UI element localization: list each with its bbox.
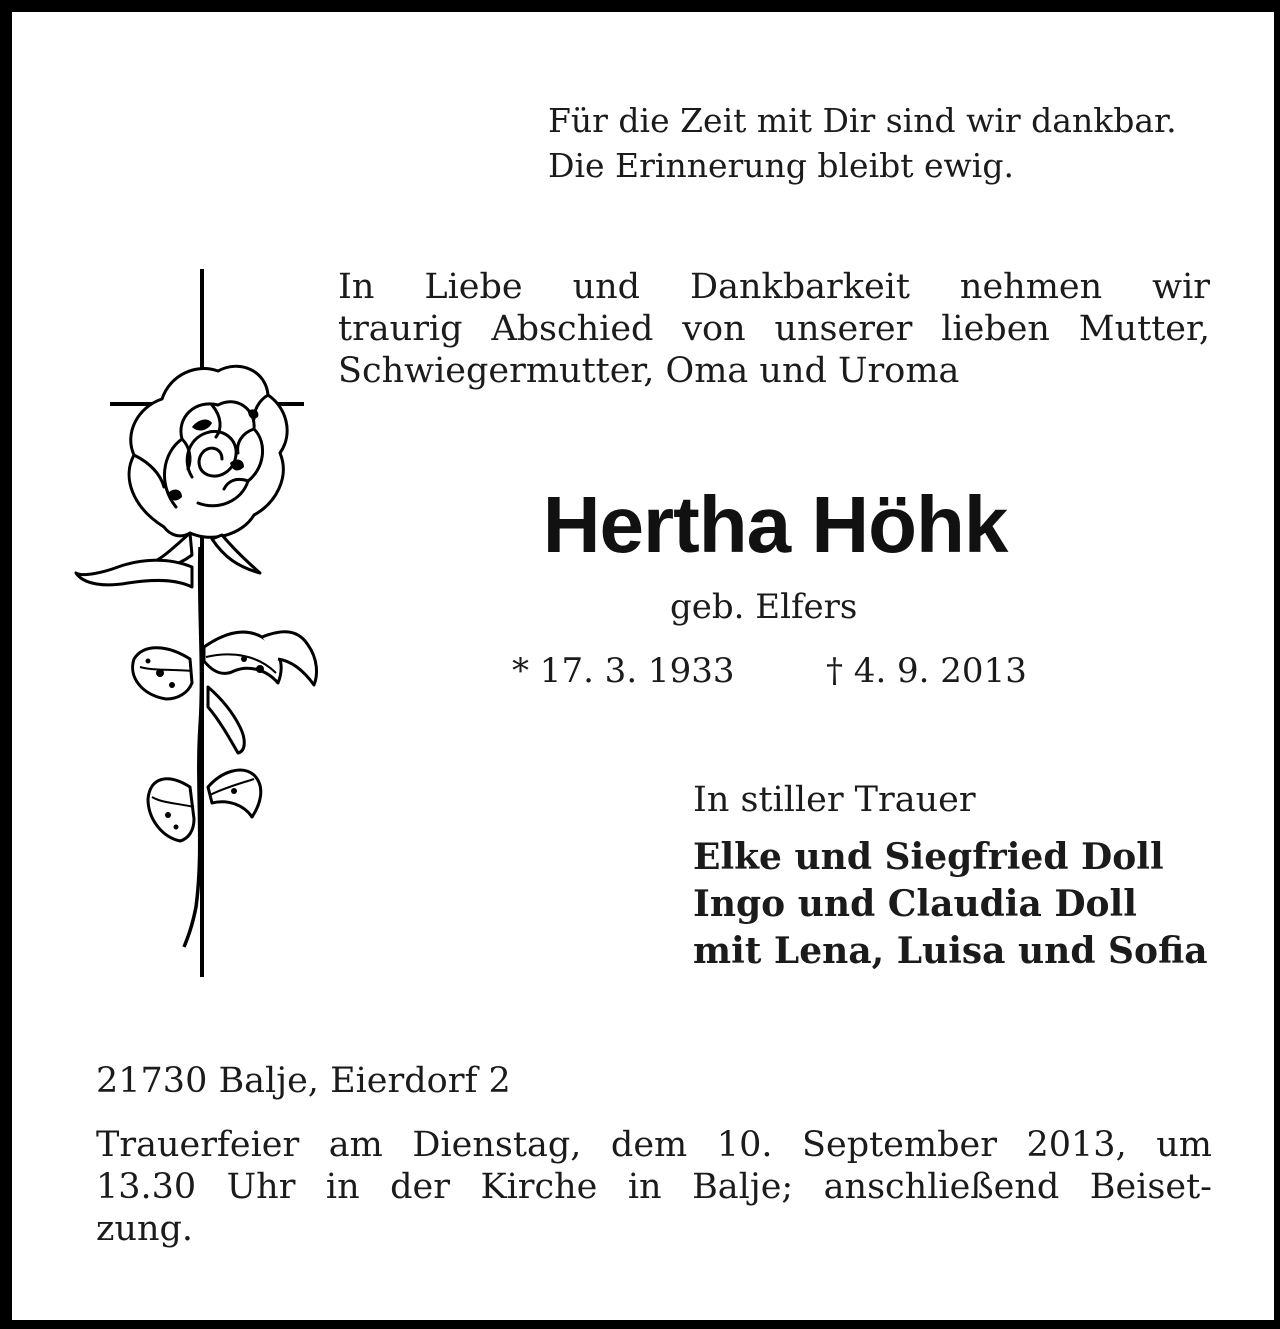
- birth-date: * 17. 3. 1933: [512, 651, 735, 691]
- mourners-list: [693, 834, 1208, 975]
- service-info: [96, 1124, 1212, 1250]
- address: 21730 Balje, Eierdorf 2: [96, 1061, 511, 1101]
- mourner-line: Elke und Siegfried Doll: [693, 836, 1164, 878]
- cross-with-rose-icon: [72, 267, 332, 982]
- intro-text: [338, 266, 1210, 392]
- intro-line-2: traurig Abschied von unserer lieben Mutter,: [338, 309, 1210, 349]
- mourner-line: Ingo und Claudia Doll: [693, 883, 1137, 925]
- death-date: † 4. 9. 2013: [826, 651, 1027, 691]
- motto-line-2: Die Erinnerung bleibt ewig.: [548, 146, 1014, 185]
- intro-line-1: In Liebe und Dankbarkeit nehmen wir: [338, 267, 1210, 307]
- mourner-line: mit Lena, Luisa und Sofia: [693, 930, 1208, 972]
- maiden-name: geb. Elfers: [670, 587, 858, 627]
- service-line-3: zung.: [96, 1209, 194, 1249]
- service-line-2: 13.30 Uhr in der Kirche in Balje; anschließend Beiset-: [96, 1167, 1212, 1207]
- motto: [548, 98, 1177, 188]
- deceased-name: Hertha Höhk: [542, 480, 1008, 569]
- service-line-1: Trauerfeier am Dienstag, dem 10. September 2013, um: [96, 1125, 1212, 1165]
- mourning-label: In stiller Trauer: [693, 780, 976, 820]
- intro-line-3: Schwiegermutter, Oma und Uroma: [338, 351, 960, 391]
- motto-line-1: Für die Zeit mit Dir sind wir dankbar.: [548, 101, 1177, 140]
